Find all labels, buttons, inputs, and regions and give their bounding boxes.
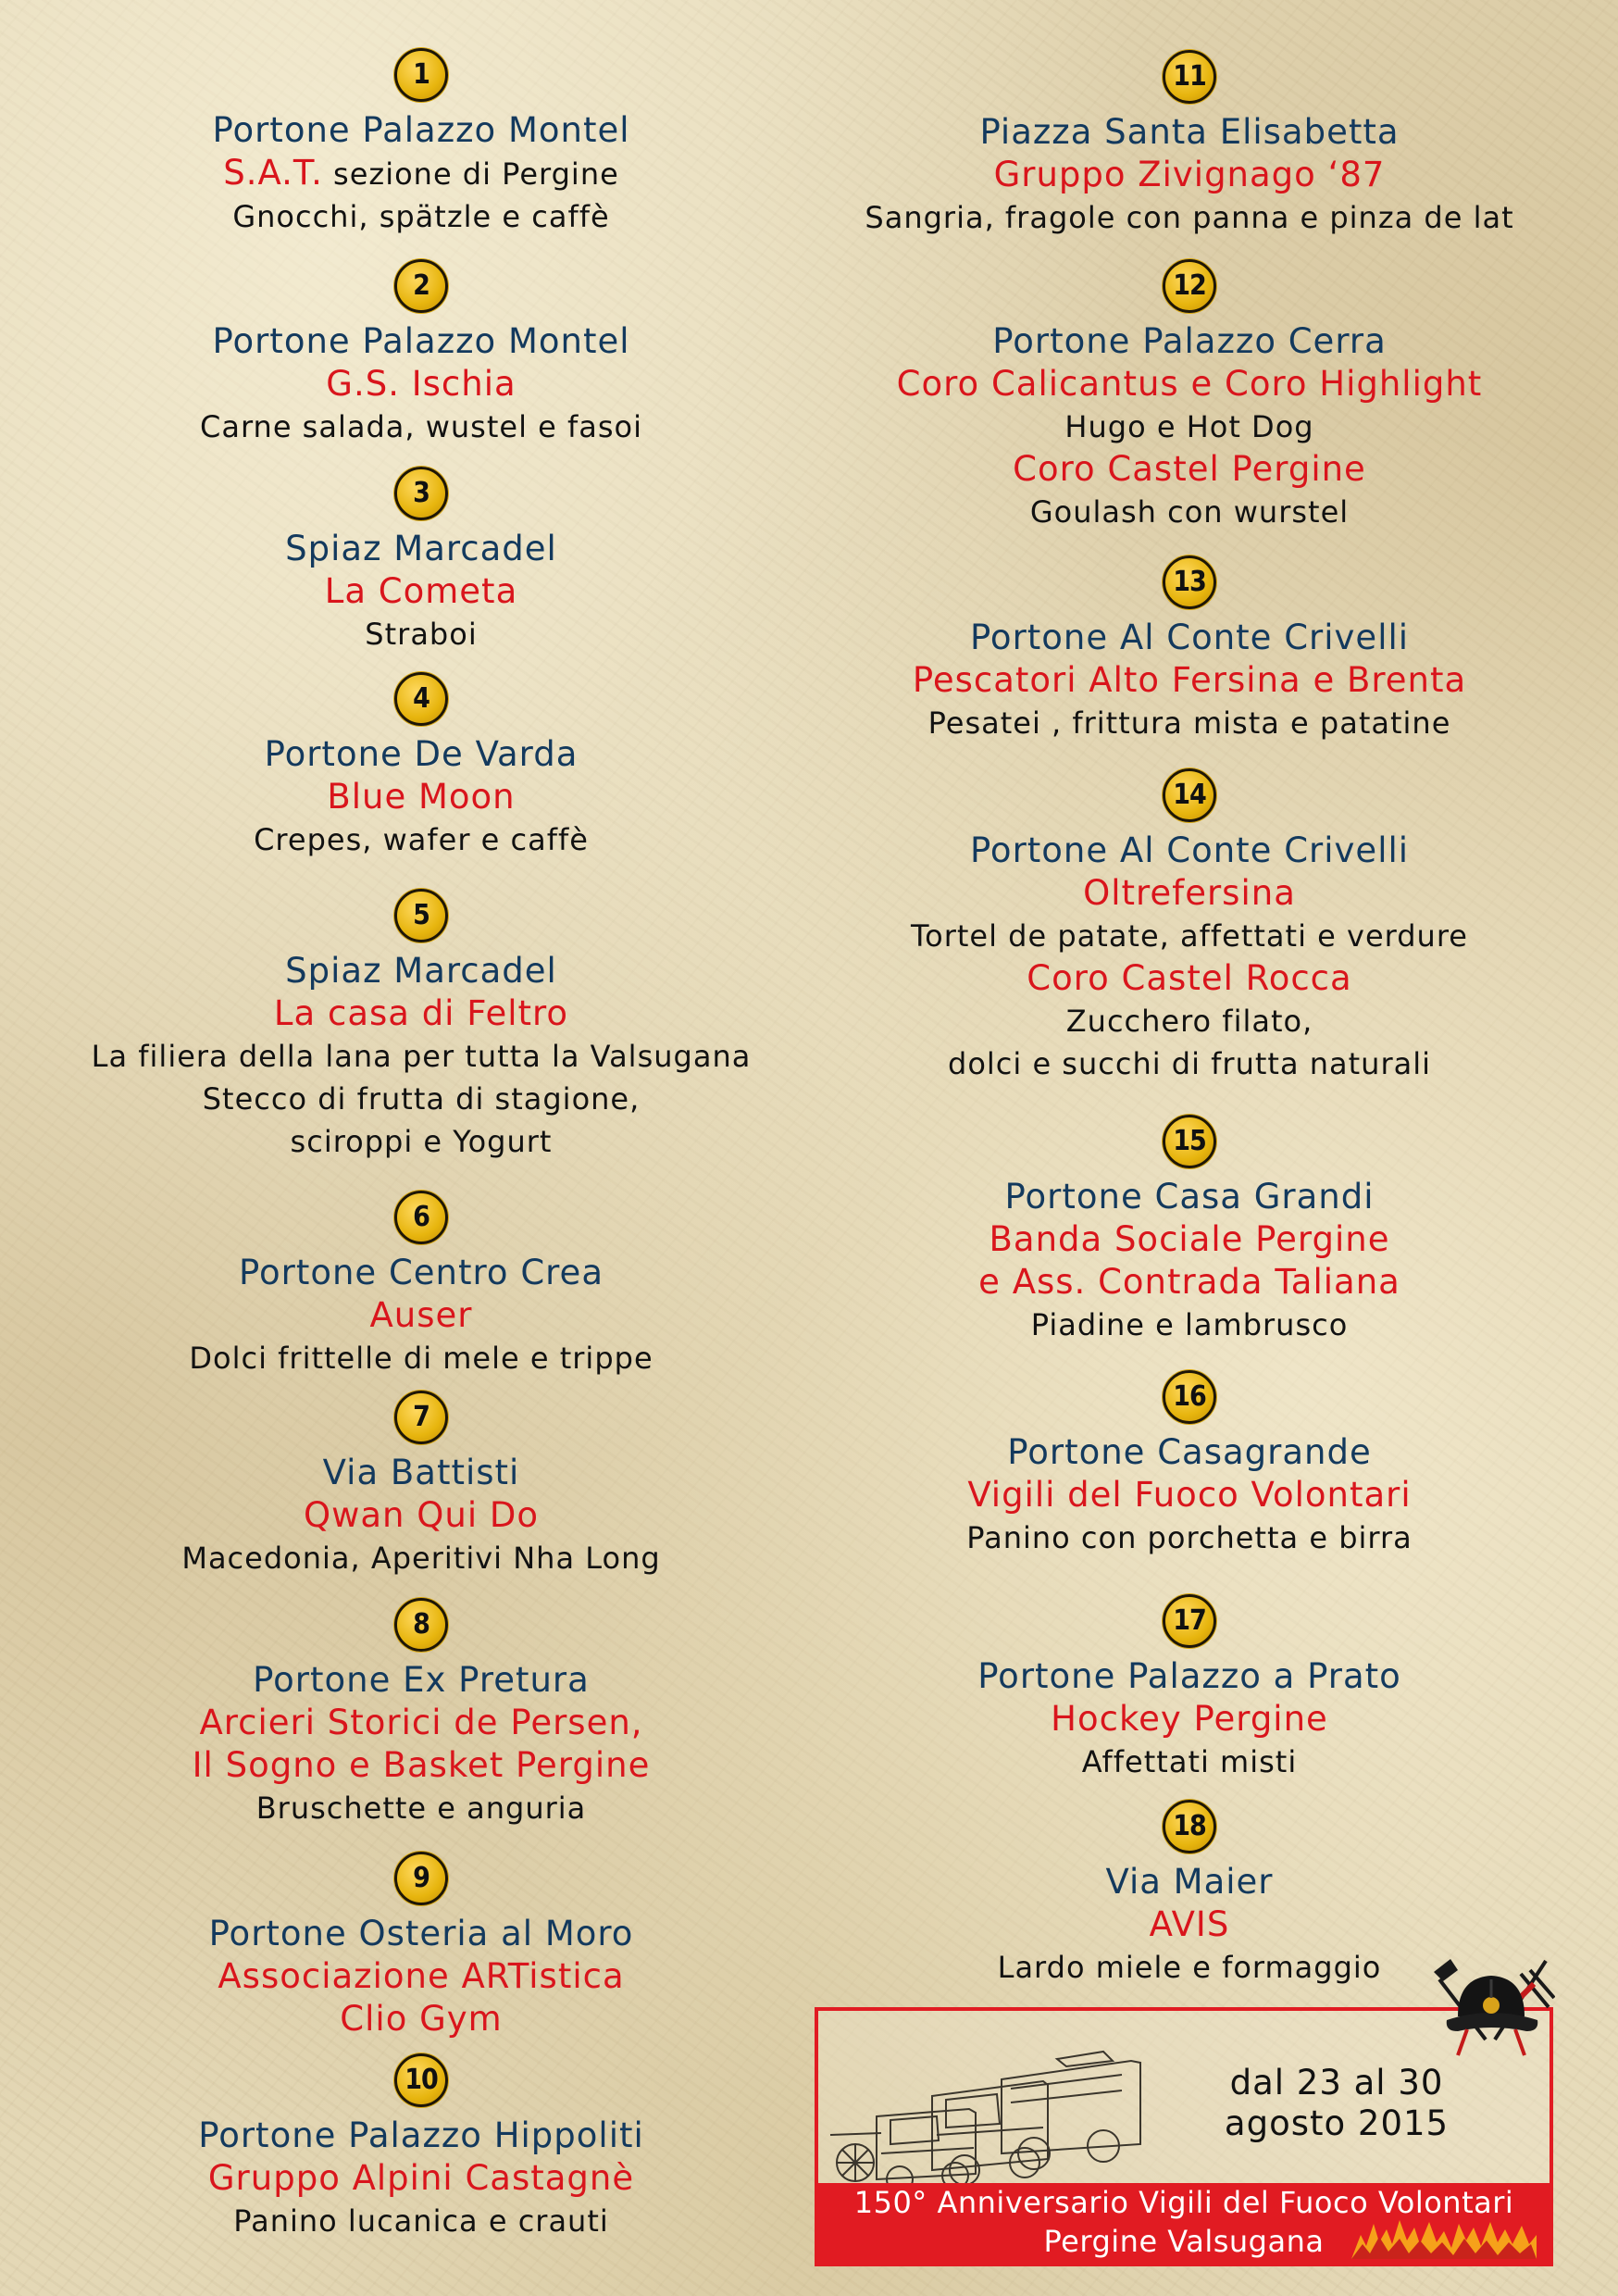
food: Straboi	[365, 617, 478, 652]
location: Portone Al Conte Crivelli	[969, 618, 1410, 657]
entry-10	[37, 2053, 805, 2242]
number-badge: 16	[1163, 1370, 1216, 1424]
dates-line-2: agosto 2015	[1224, 2103, 1450, 2143]
food: Dolci frittelle di mele e trippe	[189, 1341, 653, 1376]
number-badge: 14	[1163, 768, 1216, 822]
event-dates	[1207, 2063, 1466, 2144]
food: Gnocchi, spätzle e caffè	[232, 199, 610, 234]
organizer: Gruppo Zivignago ‘87	[993, 155, 1386, 194]
entry-2	[37, 259, 805, 448]
entry-16	[805, 1370, 1574, 1559]
organizer-line-2: e Ass. Contrada Taliana	[978, 1262, 1400, 1302]
number-badge: 7	[394, 1391, 448, 1444]
location: Portone Palazzo Cerra	[992, 321, 1387, 361]
food: Carne salada, wustel e fasoi	[199, 409, 643, 444]
organizer: Pescatori Alto Fersina e Brenta	[912, 660, 1467, 700]
location: Spiaz Marcadel	[285, 529, 557, 568]
number-badge: 9	[394, 1852, 448, 1905]
organizer: G.S. Ischia	[326, 364, 517, 404]
location: Portone Palazzo Hippoliti	[198, 2115, 644, 2155]
organizer: Auser	[369, 1295, 473, 1335]
number-badge: 6	[394, 1191, 448, 1244]
entry-17	[805, 1594, 1574, 1783]
location: Portone Casa Grandi	[1004, 1177, 1375, 1217]
food: La filiera della lana per tutta la Valsugana	[91, 1039, 752, 1074]
organizer-line	[37, 152, 805, 195]
location: Portone Casagrande	[1007, 1432, 1372, 1472]
organizer-line-2: Coro Castel Rocca	[1027, 958, 1352, 998]
organizer: La Cometa	[324, 571, 518, 611]
number-badge: 15	[1163, 1115, 1216, 1168]
food: Panino con porchetta e birra	[966, 1520, 1413, 1555]
dates-line-1: dal 23 al 30	[1229, 2063, 1444, 2103]
food: Lardo miele e formaggio	[997, 1950, 1382, 1985]
location: Piazza Santa Elisabetta	[979, 112, 1400, 152]
location: Portone Osteria al Moro	[208, 1914, 634, 1953]
location: Spiaz Marcadel	[285, 951, 557, 991]
entry-7	[37, 1391, 805, 1579]
location: Via Maier	[1105, 1862, 1274, 1902]
food-line-2: Goulash con wurstel	[1029, 494, 1350, 530]
number-badge: 13	[1163, 555, 1216, 609]
firefighter-helmet-icon	[1430, 1952, 1555, 2063]
entry-15	[805, 1115, 1574, 1346]
anniversary-title: 150° Anniversario Vigili del Fuoco Volontari	[853, 2185, 1514, 2220]
entry-12	[805, 259, 1574, 533]
entry-6	[37, 1191, 805, 1379]
fire-truck-illustration	[826, 2024, 1196, 2190]
organizer-line-2: Clio Gym	[340, 1999, 503, 2039]
number-badge: 3	[394, 467, 448, 520]
food-line-2: Stecco di frutta di stagione,	[202, 1081, 641, 1117]
number-badge: 11	[1163, 50, 1216, 104]
number-badge: 4	[394, 672, 448, 726]
number-badge: 12	[1163, 259, 1216, 313]
organizer: Hockey Pergine	[1051, 1699, 1328, 1739]
number-badge: 5	[394, 889, 448, 942]
food: Tortel de patate, affettati e verdure	[911, 918, 1468, 954]
location: Portone Centro Crea	[239, 1253, 604, 1292]
number-badge: 8	[394, 1598, 448, 1652]
location: Portone Ex Pretura	[253, 1660, 590, 1700]
location: Portone Al Conte Crivelli	[969, 830, 1410, 870]
food: Bruschette e anguria	[255, 1791, 587, 1826]
food-line-2: Zucchero filato,	[1065, 1004, 1313, 1039]
organizer: S.A.T.	[223, 153, 323, 193]
food-line-3: dolci e succhi di frutta naturali	[948, 1046, 1431, 1081]
entry-5	[37, 889, 805, 1163]
organizer: Oltrefersina	[1083, 873, 1296, 913]
organizer: Qwan Qui Do	[303, 1495, 539, 1535]
organizer: Vigili del Fuoco Volontari	[967, 1475, 1412, 1515]
food: Piadine e lambrusco	[1030, 1307, 1349, 1342]
organizer: Blue Moon	[327, 777, 516, 817]
food: Hugo e Hot Dog	[1064, 409, 1314, 444]
entry-4	[37, 672, 805, 861]
organizer: Arcieri Storici de Persen,	[199, 1703, 643, 1742]
food: Macedonia, Aperitivi Nha Long	[181, 1541, 661, 1576]
entry-11	[805, 50, 1574, 239]
anniversary-subtitle: Pergine Valsugana	[1043, 2224, 1325, 2259]
location: Via Battisti	[322, 1453, 520, 1492]
number-badge: 1	[394, 48, 448, 102]
organizer: Coro Calicantus e Coro Highlight	[896, 364, 1483, 404]
entry-1	[37, 48, 805, 238]
entry-9	[37, 1852, 805, 2040]
flames-icon	[1351, 2216, 1537, 2259]
food: Panino lucanica e crauti	[233, 2203, 609, 2239]
number-badge: 10	[394, 2053, 448, 2107]
organizer-line-2: Coro Castel Pergine	[1013, 449, 1366, 489]
organizer-line-2: Il Sogno e Basket Pergine	[192, 1745, 651, 1785]
location: Portone Palazzo Montel	[212, 110, 630, 150]
organizer: Gruppo Alpini Castagnè	[207, 2158, 635, 2198]
food: Pesatei , frittura mista e patatine	[927, 705, 1451, 741]
organizer: Banda Sociale Pergine	[989, 1219, 1390, 1259]
number-badge: 17	[1163, 1594, 1216, 1648]
entry-14	[805, 768, 1574, 1085]
entry-3	[37, 467, 805, 655]
location: Portone Palazzo a Prato	[977, 1656, 1401, 1696]
organizer: Associazione ARTistica	[218, 1956, 625, 1996]
organizer: AVIS	[1149, 1904, 1230, 1944]
entry-13	[805, 555, 1574, 744]
food-line-3: sciroppi e Yogurt	[290, 1124, 553, 1159]
food: Crepes, wafer e caffè	[254, 822, 589, 857]
organizer: La casa di Feltro	[273, 993, 569, 1033]
food: Affettati misti	[1081, 1744, 1298, 1779]
organizer-suffix: sezione di Pergine	[322, 156, 619, 192]
number-badge: 2	[394, 259, 448, 313]
food: Sangria, fragole con panna e pinza de lat	[865, 200, 1514, 235]
entry-8	[37, 1598, 805, 1829]
location: Portone De Varda	[264, 734, 579, 774]
number-badge: 18	[1163, 1800, 1216, 1853]
location: Portone Palazzo Montel	[212, 321, 630, 361]
